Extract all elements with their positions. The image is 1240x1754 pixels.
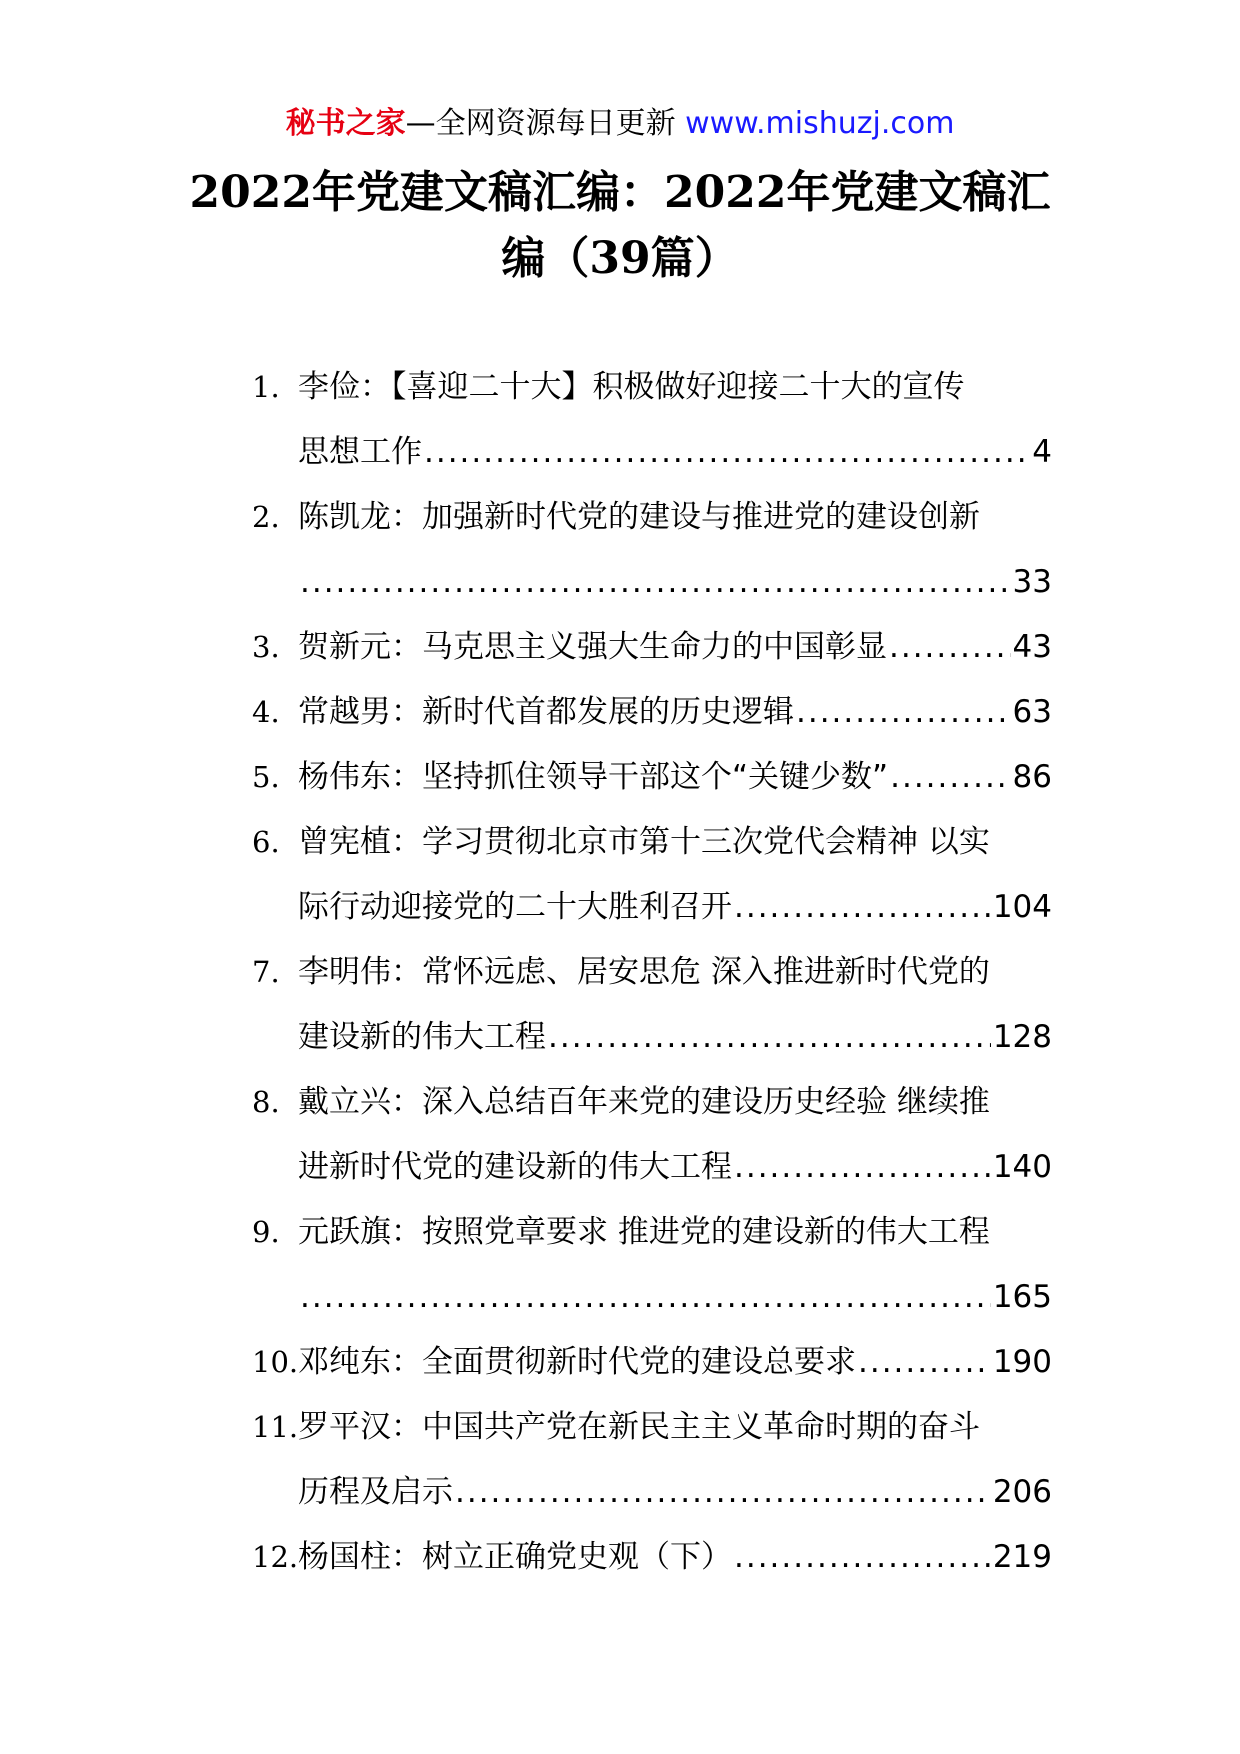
toc-entry-line xyxy=(298,355,1052,420)
toc-entry-number: 8. xyxy=(252,1085,280,1119)
toc-entry-title: 进新时代党的建设新的伟大工程 xyxy=(298,1149,732,1185)
toc-entry-title: 元跃旗：按照党章要求 推进党的建设新的伟大工程 xyxy=(298,1214,990,1250)
toc-entry[interactable] xyxy=(252,1070,1052,1200)
toc-entry-line xyxy=(298,1070,1052,1135)
toc-entry-line xyxy=(298,485,1052,550)
toc-entry-title: 常越男：新时代首都发展的历史逻辑 xyxy=(298,694,794,730)
toc-entry-title: 际行动迎接党的二十大胜利召开 xyxy=(298,889,732,925)
brand-name: 秘书之家 xyxy=(285,106,406,141)
toc-entry-title: 杨国柱：树立正确党史观（下） xyxy=(298,1539,732,1575)
toc-entry[interactable] xyxy=(252,615,1052,680)
toc-entry-title: 邓纯东：全面贯彻新时代党的建设总要求 xyxy=(298,1344,856,1380)
toc-dot-leader xyxy=(300,550,1011,615)
toc-dot-leader xyxy=(300,1265,991,1330)
toc-entry[interactable] xyxy=(252,1330,1052,1395)
toc-entry-title: 陈凯龙：加强新时代党的建设与推进党的建设创新 xyxy=(298,499,980,535)
toc-entry-number: 1. xyxy=(252,370,280,404)
toc-entry-line xyxy=(298,1330,1052,1395)
toc-dot-leader xyxy=(734,1525,991,1590)
toc-page-number: 140 xyxy=(992,1149,1052,1185)
toc-entry-number: 7. xyxy=(252,955,280,989)
toc-entry[interactable] xyxy=(252,355,1052,485)
toc-entry-number: 9. xyxy=(252,1215,280,1249)
toc-dot-leader xyxy=(890,745,1010,810)
toc-entry-line xyxy=(298,1525,1052,1590)
toc-page-number: 104 xyxy=(992,889,1052,925)
toc-dot-leader xyxy=(889,615,1011,680)
toc-page-number: 33 xyxy=(1012,564,1052,600)
toc-entry-number: 10. xyxy=(252,1345,299,1379)
toc-entry-number: 12. xyxy=(252,1540,299,1574)
toc-entry-number: 11. xyxy=(252,1410,299,1444)
toc-entry-title: 李明伟：常怀远虑、居安思危 深入推进新时代党的 xyxy=(298,954,990,990)
toc-entry-title: 思想工作 xyxy=(298,434,422,470)
toc-page-number: 43 xyxy=(1012,629,1052,665)
toc-entry-number: 4. xyxy=(252,695,280,729)
toc-entry-number: 3. xyxy=(252,630,280,664)
toc-entry[interactable] xyxy=(252,1395,1052,1525)
toc-dot-leader xyxy=(548,1005,991,1070)
document-title: 2022年党建文稿汇编：2022年党建文稿汇编（39篇） xyxy=(189,167,1051,284)
toc-entry-line xyxy=(298,810,1052,875)
toc-entry-title: 建设新的伟大工程 xyxy=(298,1019,546,1055)
toc-entry[interactable] xyxy=(252,1200,1052,1330)
toc-entry-line xyxy=(298,615,1052,680)
toc-entry-title: 戴立兴：深入总结百年来党的建设历史经验 继续推 xyxy=(298,1084,990,1120)
toc-page-number: 4 xyxy=(1032,434,1052,470)
toc-entry-line xyxy=(298,1200,1052,1265)
toc-page-number: 128 xyxy=(992,1019,1052,1055)
toc-entry-title: 罗平汉：中国共产党在新民主主义革命时期的奋斗 xyxy=(298,1409,980,1445)
toc-dot-leader xyxy=(455,1460,991,1525)
toc-entry-line xyxy=(298,550,1052,615)
toc-page-number: 86 xyxy=(1012,759,1052,795)
toc-entry-line xyxy=(298,1265,1052,1330)
site-header xyxy=(0,104,1240,144)
toc-page-number: 206 xyxy=(992,1474,1052,1510)
toc-page-number: 190 xyxy=(992,1344,1052,1380)
toc-entry-line xyxy=(298,940,1052,1005)
toc-entry-line xyxy=(298,1395,1052,1460)
toc-entry-title: 杨伟东：坚持抓住领导干部这个“关键少数” xyxy=(298,759,889,795)
toc-entry-number: 2. xyxy=(252,500,280,534)
toc-page-number: 165 xyxy=(992,1279,1052,1315)
toc-entry-line xyxy=(298,1005,1052,1070)
toc-entry-line xyxy=(298,745,1052,810)
toc-entry-number: 5. xyxy=(252,760,280,794)
toc-entry-number: 6. xyxy=(252,825,280,859)
toc-dot-leader xyxy=(734,1135,991,1200)
toc-entry[interactable] xyxy=(252,940,1052,1070)
table-of-contents xyxy=(252,355,1052,1590)
toc-entry-line xyxy=(298,875,1052,940)
toc-entry-title: 李俭：【喜迎二十大】积极做好迎接二十大的宣传 xyxy=(298,369,965,405)
toc-entry-line xyxy=(298,420,1052,485)
toc-entry-line xyxy=(298,680,1052,745)
toc-entry[interactable] xyxy=(252,745,1052,810)
toc-entry-title: 曾宪植：学习贯彻北京市第十三次党代会精神 以实 xyxy=(298,824,990,860)
site-tagline: —全网资源每日更新 xyxy=(405,106,676,141)
toc-dot-leader xyxy=(734,875,991,940)
toc-entry-line xyxy=(298,1135,1052,1200)
toc-page-number: 63 xyxy=(1012,694,1052,730)
toc-entry[interactable] xyxy=(252,485,1052,615)
toc-entry-title: 历程及启示 xyxy=(298,1474,453,1510)
toc-page-number: 219 xyxy=(992,1539,1052,1575)
toc-entry-title: 贺新元：马克思主义强大生命力的中国彰显 xyxy=(298,629,887,665)
site-url-link[interactable]: www.mishuzj.com xyxy=(685,106,955,141)
toc-entry[interactable] xyxy=(252,1525,1052,1590)
toc-entry[interactable] xyxy=(252,810,1052,940)
toc-entry[interactable] xyxy=(252,680,1052,745)
toc-dot-leader xyxy=(796,680,1011,745)
toc-dot-leader xyxy=(858,1330,991,1395)
toc-dot-leader xyxy=(424,420,1030,485)
toc-entry-line xyxy=(298,1460,1052,1525)
